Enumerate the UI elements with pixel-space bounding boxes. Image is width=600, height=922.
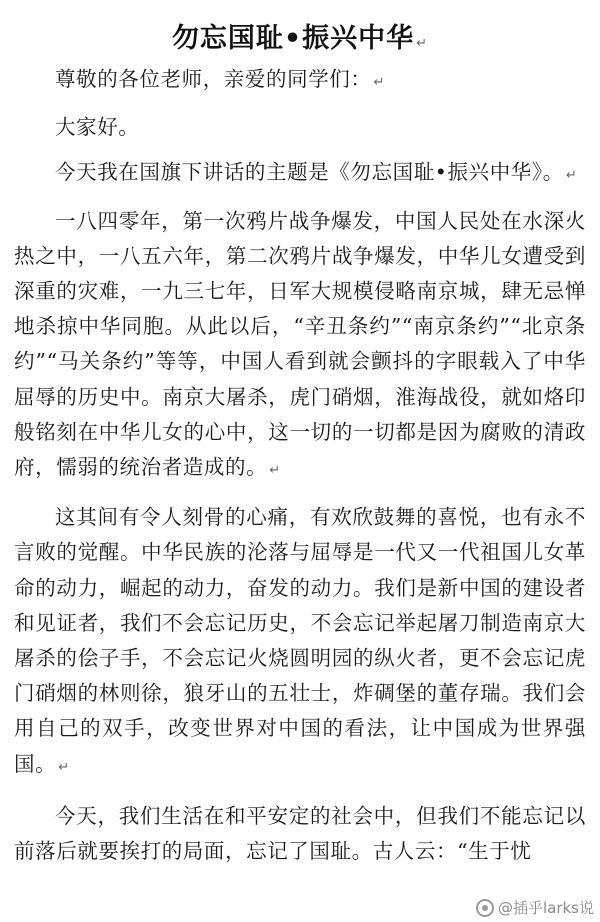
watermark bbox=[476, 897, 594, 918]
awakening-text: 这其间有令人刻骨的心痛，有欢欣鼓舞的喜悦，也有永不言败的觉醒。中华民族的沦落与屈辱是一代又一代祖国儿女革命的动力，崛起的动力，奋发的动力。我们是新中国的建设者和见证者，我们不会忘记历史，不会忘记举起屠刀制造南京大屠杀的侩子手，不会忘记火烧圆明园的纵火者，更不会忘记虎门硝烟的林则徐，狼牙山的五壮士，炸碉堡的董存瑞。我们会用自己的双手，改变世界对中国的看法，让中国成为世界强国。 bbox=[14, 505, 586, 776]
paragraph-hello bbox=[14, 110, 586, 145]
paragraph-today bbox=[14, 799, 586, 869]
paragraph-mark: ↵ bbox=[58, 759, 70, 775]
today-text: 今天，我们生活在和平安定的社会中，但我们不能忘记以前落后就要挨打的局面，忘记了国耻。古人云：“生于忧 bbox=[14, 803, 586, 864]
paragraph-topic bbox=[14, 155, 586, 193]
document-body bbox=[14, 60, 586, 869]
watermark-logo-icon bbox=[476, 899, 494, 917]
paragraph-mark: ↵ bbox=[565, 168, 578, 184]
paragraph-mark: ↵ bbox=[416, 36, 429, 51]
paragraph-mark: ↵ bbox=[373, 75, 385, 90]
title-text: 勿忘国耻•振兴中华 bbox=[171, 23, 415, 54]
paragraph-mark: ↵ bbox=[269, 463, 281, 479]
document-title bbox=[0, 16, 600, 55]
greeting-text: 尊敬的各位老师，亲爱的同学们： bbox=[55, 67, 372, 91]
paragraph-greeting bbox=[14, 62, 586, 100]
paragraph-history bbox=[14, 204, 586, 489]
paragraph-awakening bbox=[14, 500, 586, 785]
hello-text: 大家好。 bbox=[55, 115, 140, 140]
watermark-text: @插乎larks说 bbox=[497, 899, 594, 917]
history-text: 一八四零年，第一次鸦片战争爆发，中国人民处在水深火热之中，一八五六年，第二次鸦片战争爆发，中华儿女遭受到深重的灾难，一九三七年，日军大规模侵略南京城，肆无忌惮地杀掠中华同胞。从此以后，“辛丑条约”“南京条约”“北京条约”“马关条约”等等，中国人看到就会颤抖的字眼载入了中华屈辱的历史中。南京大屠杀，虎门硝烟，淮海战役，就如烙印般铭刻在中华儿女的心中，这一切的一切都是因为腐败的清政府，懦弱的统治者造成的。 bbox=[14, 208, 586, 480]
topic-text: 今天我在国旗下讲话的主题是《勿忘国耻•振兴中华》。 bbox=[55, 160, 564, 185]
